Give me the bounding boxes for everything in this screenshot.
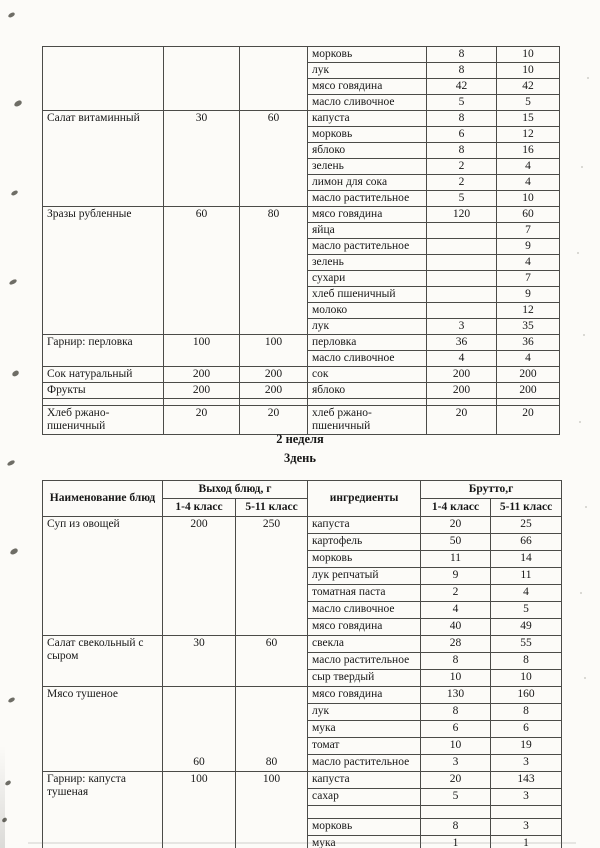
scan-speck bbox=[587, 77, 589, 79]
ingredient-cell: мясо говядина bbox=[308, 687, 421, 704]
brutto-5-11-cell: 143 bbox=[491, 772, 562, 789]
ingredient-cell: морковь bbox=[308, 47, 427, 63]
brutto-5-11-cell: 4 bbox=[497, 351, 560, 367]
table2-header bbox=[43, 481, 562, 517]
brutto-5-11-cell: 10 bbox=[497, 47, 560, 63]
brutto-1-4-cell: 6 bbox=[421, 721, 491, 738]
dish-name-cell: Хлеб ржано-пшеничный bbox=[43, 406, 164, 435]
output-1-4-cell: 100 bbox=[164, 335, 240, 367]
ingredient-cell: мука bbox=[308, 721, 421, 738]
brutto-1-4-cell: 10 bbox=[421, 670, 491, 687]
header-row-1 bbox=[43, 481, 562, 499]
ingredient-cell: масло сливочное bbox=[308, 95, 427, 111]
scan-smudge bbox=[9, 548, 18, 556]
output-1-4-cell: 30 bbox=[164, 111, 240, 207]
dish-name-cell: Фрукты bbox=[43, 383, 164, 399]
brutto-5-11-cell: 8 bbox=[491, 653, 562, 670]
brutto-1-4-cell: 8 bbox=[427, 143, 497, 159]
gap-cell bbox=[308, 806, 421, 819]
brutto-5-11-cell: 10 bbox=[497, 63, 560, 79]
brutto-5-11-cell: 3 bbox=[491, 819, 562, 836]
table-row bbox=[43, 207, 560, 223]
ingredient-cell: свекла bbox=[308, 636, 421, 653]
table-row bbox=[43, 111, 560, 127]
brutto-5-11-cell: 10 bbox=[491, 670, 562, 687]
output-5-11-cell: 80 bbox=[236, 687, 308, 772]
scan-speck bbox=[579, 421, 581, 423]
scan-smudge bbox=[7, 697, 15, 704]
ingredient-cell: мясо говядина bbox=[308, 207, 427, 223]
table-row bbox=[43, 335, 560, 351]
col-header-dish-name: Наименование блюд bbox=[43, 481, 163, 517]
brutto-1-4-cell: 42 bbox=[427, 79, 497, 95]
ingredient-cell: сухари bbox=[308, 271, 427, 287]
ingredient-cell: томатная паста bbox=[308, 585, 421, 602]
ingredient-cell: капуста bbox=[308, 111, 427, 127]
brutto-1-4-cell bbox=[427, 271, 497, 287]
output-5-11-cell: 20 bbox=[240, 406, 308, 435]
brutto-5-11-cell: 10 bbox=[497, 191, 560, 207]
brutto-5-11-cell: 12 bbox=[497, 303, 560, 319]
ingredient-cell: молоко bbox=[308, 303, 427, 319]
brutto-1-4-cell bbox=[427, 287, 497, 303]
brutto-5-11-cell: 5 bbox=[497, 95, 560, 111]
scan-speck bbox=[580, 592, 582, 594]
ingredient-cell: мясо говядина bbox=[308, 79, 427, 95]
subcol-brutto-grade-1-4: 1-4 класс bbox=[421, 499, 491, 517]
brutto-1-4-cell: 2 bbox=[421, 585, 491, 602]
brutto-5-11-cell: 4 bbox=[497, 255, 560, 271]
brutto-1-4-cell: 36 bbox=[427, 335, 497, 351]
ingredient-cell: масло сливочное bbox=[308, 351, 427, 367]
dish-name-cell: Салат свекольный с сыром bbox=[43, 636, 163, 687]
ingredient-cell: картофель bbox=[308, 534, 421, 551]
ingredient-cell: яблоко bbox=[308, 383, 427, 399]
brutto-1-4-cell: 5 bbox=[427, 191, 497, 207]
output-1-4-cell: 200 bbox=[164, 367, 240, 383]
subcol-output-grade-5-11: 5-11 класс bbox=[236, 499, 308, 517]
brutto-1-4-cell: 8 bbox=[427, 111, 497, 127]
brutto-5-11-cell: 11 bbox=[491, 568, 562, 585]
brutto-5-11-cell: 14 bbox=[491, 551, 562, 568]
menu-table-continuation bbox=[42, 46, 560, 435]
brutto-1-4-cell: 6 bbox=[427, 127, 497, 143]
brutto-1-4-cell: 9 bbox=[421, 568, 491, 585]
brutto-5-11-cell: 60 bbox=[497, 207, 560, 223]
brutto-1-4-cell: 8 bbox=[421, 653, 491, 670]
scan-smudge bbox=[9, 279, 18, 286]
ingredient-cell: капуста bbox=[308, 772, 421, 789]
brutto-5-11-cell: 4 bbox=[491, 585, 562, 602]
ingredient-cell: зелень bbox=[308, 159, 427, 175]
col-header-ingredients: ингредиенты bbox=[308, 481, 421, 517]
brutto-1-4-cell: 20 bbox=[421, 772, 491, 789]
brutto-5-11-cell: 15 bbox=[497, 111, 560, 127]
output-1-4-cell: 20 bbox=[164, 406, 240, 435]
ingredient-cell: капуста bbox=[308, 517, 421, 534]
brutto-1-4-cell: 11 bbox=[421, 551, 491, 568]
col-header-brutto: Брутто,г bbox=[421, 481, 562, 499]
brutto-5-11-cell: 3 bbox=[491, 755, 562, 772]
brutto-1-4-cell: 3 bbox=[421, 755, 491, 772]
ingredient-cell: перловка bbox=[308, 335, 427, 351]
dish-name-cell: Мясо тушеное bbox=[43, 687, 163, 772]
brutto-1-4-cell: 10 bbox=[421, 738, 491, 755]
scan-smudge bbox=[13, 100, 22, 108]
scan-smudge bbox=[10, 190, 18, 197]
brutto-5-11-cell: 9 bbox=[497, 287, 560, 303]
scan-speck bbox=[585, 506, 587, 508]
gap-cell bbox=[427, 399, 497, 406]
gap-cell bbox=[421, 806, 491, 819]
brutto-5-11-cell: 42 bbox=[497, 79, 560, 95]
ingredient-cell: сахар bbox=[308, 789, 421, 806]
brutto-5-11-cell: 12 bbox=[497, 127, 560, 143]
brutto-1-4-cell bbox=[427, 303, 497, 319]
table-row bbox=[43, 687, 562, 704]
brutto-5-11-cell: 35 bbox=[497, 319, 560, 335]
brutto-5-11-cell: 8 bbox=[491, 704, 562, 721]
ingredient-cell: лимон для сока bbox=[308, 175, 427, 191]
table1-body bbox=[43, 47, 560, 435]
brutto-5-11-cell: 25 bbox=[491, 517, 562, 534]
ingredient-cell: морковь bbox=[308, 551, 421, 568]
output-1-4-cell: 60 bbox=[164, 207, 240, 335]
ingredient-cell: масло сливочное bbox=[308, 602, 421, 619]
dish-name-cell bbox=[43, 47, 164, 111]
output-5-11-cell: 200 bbox=[240, 367, 308, 383]
brutto-1-4-cell: 3 bbox=[427, 319, 497, 335]
ingredient-cell: лук bbox=[308, 63, 427, 79]
gap-cell bbox=[164, 399, 240, 406]
output-1-4-cell: 200 bbox=[163, 517, 236, 636]
brutto-5-11-cell: 3 bbox=[491, 789, 562, 806]
brutto-1-4-cell bbox=[427, 255, 497, 271]
brutto-1-4-cell: 2 bbox=[427, 175, 497, 191]
brutto-5-11-cell: 7 bbox=[497, 271, 560, 287]
brutto-1-4-cell: 8 bbox=[421, 704, 491, 721]
output-1-4-cell: 200 bbox=[164, 383, 240, 399]
ingredient-cell: морковь bbox=[308, 127, 427, 143]
dish-name-cell: Суп из овощей bbox=[43, 517, 163, 636]
scan-streak bbox=[28, 842, 576, 844]
output-5-11-cell bbox=[240, 47, 308, 111]
ingredient-cell: зелень bbox=[308, 255, 427, 271]
col-header-output: Выход блюд, г bbox=[163, 481, 308, 499]
week-heading: 2 неделя bbox=[276, 432, 324, 446]
ingredient-cell: мясо говядина bbox=[308, 619, 421, 636]
ingredient-cell: хлеб пшеничный bbox=[308, 287, 427, 303]
scan-smudge bbox=[7, 12, 15, 19]
brutto-1-4-cell: 20 bbox=[421, 517, 491, 534]
brutto-1-4-cell bbox=[427, 223, 497, 239]
day-heading: 3день bbox=[284, 451, 316, 465]
brutto-5-11-cell: 4 bbox=[497, 159, 560, 175]
ingredient-cell: томат bbox=[308, 738, 421, 755]
dish-name-cell: Зразы рубленные bbox=[43, 207, 164, 335]
ingredient-cell: масло растительное bbox=[308, 191, 427, 207]
dish-name-cell: Салат витаминный bbox=[43, 111, 164, 207]
table-row bbox=[43, 772, 562, 789]
ingredient-cell: масло растительное bbox=[308, 755, 421, 772]
brutto-1-4-cell: 1 bbox=[421, 836, 491, 848]
brutto-5-11-cell: 6 bbox=[491, 721, 562, 738]
output-1-4-cell: 60 bbox=[163, 687, 236, 772]
gap-cell bbox=[497, 399, 560, 406]
brutto-1-4-cell: 5 bbox=[427, 95, 497, 111]
brutto-1-4-cell: 20 bbox=[427, 406, 497, 435]
brutto-5-11-cell: 7 bbox=[497, 223, 560, 239]
brutto-1-4-cell: 200 bbox=[427, 383, 497, 399]
gap-row bbox=[43, 399, 560, 406]
output-5-11-cell: 100 bbox=[240, 335, 308, 367]
gap-cell bbox=[43, 399, 164, 406]
brutto-5-11-cell: 5 bbox=[491, 602, 562, 619]
brutto-1-4-cell: 120 bbox=[427, 207, 497, 223]
ingredient-cell: яблоко bbox=[308, 143, 427, 159]
brutto-1-4-cell: 28 bbox=[421, 636, 491, 653]
ingredient-cell: хлеб ржано-пшеничный bbox=[308, 406, 427, 435]
ingredient-cell: лук репчатый bbox=[308, 568, 421, 585]
menu-table-week2-day3 bbox=[42, 480, 562, 848]
output-5-11-cell: 60 bbox=[236, 636, 308, 687]
output-5-11-cell: 250 bbox=[236, 517, 308, 636]
table-row bbox=[43, 367, 560, 383]
scan-speck bbox=[581, 166, 583, 168]
brutto-1-4-cell: 130 bbox=[421, 687, 491, 704]
scan-smudge bbox=[11, 370, 19, 377]
ingredient-cell: морковь bbox=[308, 819, 421, 836]
brutto-1-4-cell bbox=[427, 239, 497, 255]
brutto-5-11-cell: 200 bbox=[497, 383, 560, 399]
dish-name-cell: Сок натуральный bbox=[43, 367, 164, 383]
brutto-5-11-cell: 4 bbox=[497, 175, 560, 191]
gap-cell bbox=[308, 399, 427, 406]
brutto-1-4-cell: 8 bbox=[427, 47, 497, 63]
output-1-4-cell bbox=[164, 47, 240, 111]
brutto-1-4-cell: 5 bbox=[421, 789, 491, 806]
brutto-5-11-cell: 20 bbox=[497, 406, 560, 435]
scan-speck bbox=[583, 334, 585, 336]
ingredient-cell: яйца bbox=[308, 223, 427, 239]
dish-name-cell: Гарнир: капуста тушеная bbox=[43, 772, 163, 848]
ingredient-cell: масло растительное bbox=[308, 239, 427, 255]
output-1-4-cell: 30 bbox=[163, 636, 236, 687]
brutto-1-4-cell: 8 bbox=[421, 819, 491, 836]
brutto-1-4-cell: 200 bbox=[427, 367, 497, 383]
subcol-output-grade-1-4: 1-4 класс bbox=[163, 499, 236, 517]
ingredient-cell: сыр твердый bbox=[308, 670, 421, 687]
brutto-1-4-cell: 8 bbox=[427, 63, 497, 79]
subcol-brutto-grade-5-11: 5-11 класс bbox=[491, 499, 562, 517]
table2-body bbox=[43, 517, 562, 848]
brutto-1-4-cell: 50 bbox=[421, 534, 491, 551]
scan-smudge bbox=[4, 780, 11, 786]
scan-speck bbox=[577, 252, 579, 254]
output-5-11-cell: 100 bbox=[236, 772, 308, 848]
brutto-5-11-cell: 9 bbox=[497, 239, 560, 255]
gap-cell bbox=[240, 399, 308, 406]
brutto-1-4-cell: 40 bbox=[421, 619, 491, 636]
brutto-5-11-cell: 160 bbox=[491, 687, 562, 704]
ingredient-cell: сок bbox=[308, 367, 427, 383]
ingredient-cell: лук bbox=[308, 319, 427, 335]
brutto-5-11-cell: 55 bbox=[491, 636, 562, 653]
brutto-5-11-cell: 66 bbox=[491, 534, 562, 551]
brutto-1-4-cell: 4 bbox=[427, 351, 497, 367]
brutto-5-11-cell: 16 bbox=[497, 143, 560, 159]
table-row bbox=[43, 517, 562, 534]
output-5-11-cell: 200 bbox=[240, 383, 308, 399]
table-row bbox=[43, 636, 562, 653]
output-1-4-cell: 100 bbox=[163, 772, 236, 848]
brutto-5-11-cell: 19 bbox=[491, 738, 562, 755]
brutto-5-11-cell: 1 bbox=[491, 836, 562, 848]
brutto-5-11-cell: 200 bbox=[497, 367, 560, 383]
table-row bbox=[43, 383, 560, 399]
scan-edge-shadow bbox=[0, 745, 5, 848]
brutto-5-11-cell: 36 bbox=[497, 335, 560, 351]
brutto-5-11-cell: 49 bbox=[491, 619, 562, 636]
output-5-11-cell: 80 bbox=[240, 207, 308, 335]
gap-cell bbox=[491, 806, 562, 819]
output-5-11-cell: 60 bbox=[240, 111, 308, 207]
section-heading bbox=[0, 430, 600, 468]
brutto-1-4-cell: 4 bbox=[421, 602, 491, 619]
scan-speck bbox=[584, 677, 586, 679]
table-row bbox=[43, 47, 560, 63]
ingredient-cell: мука bbox=[308, 836, 421, 848]
brutto-1-4-cell: 2 bbox=[427, 159, 497, 175]
ingredient-cell: лук bbox=[308, 704, 421, 721]
dish-name-cell: Гарнир: перловка bbox=[43, 335, 164, 367]
ingredient-cell: масло растительное bbox=[308, 653, 421, 670]
